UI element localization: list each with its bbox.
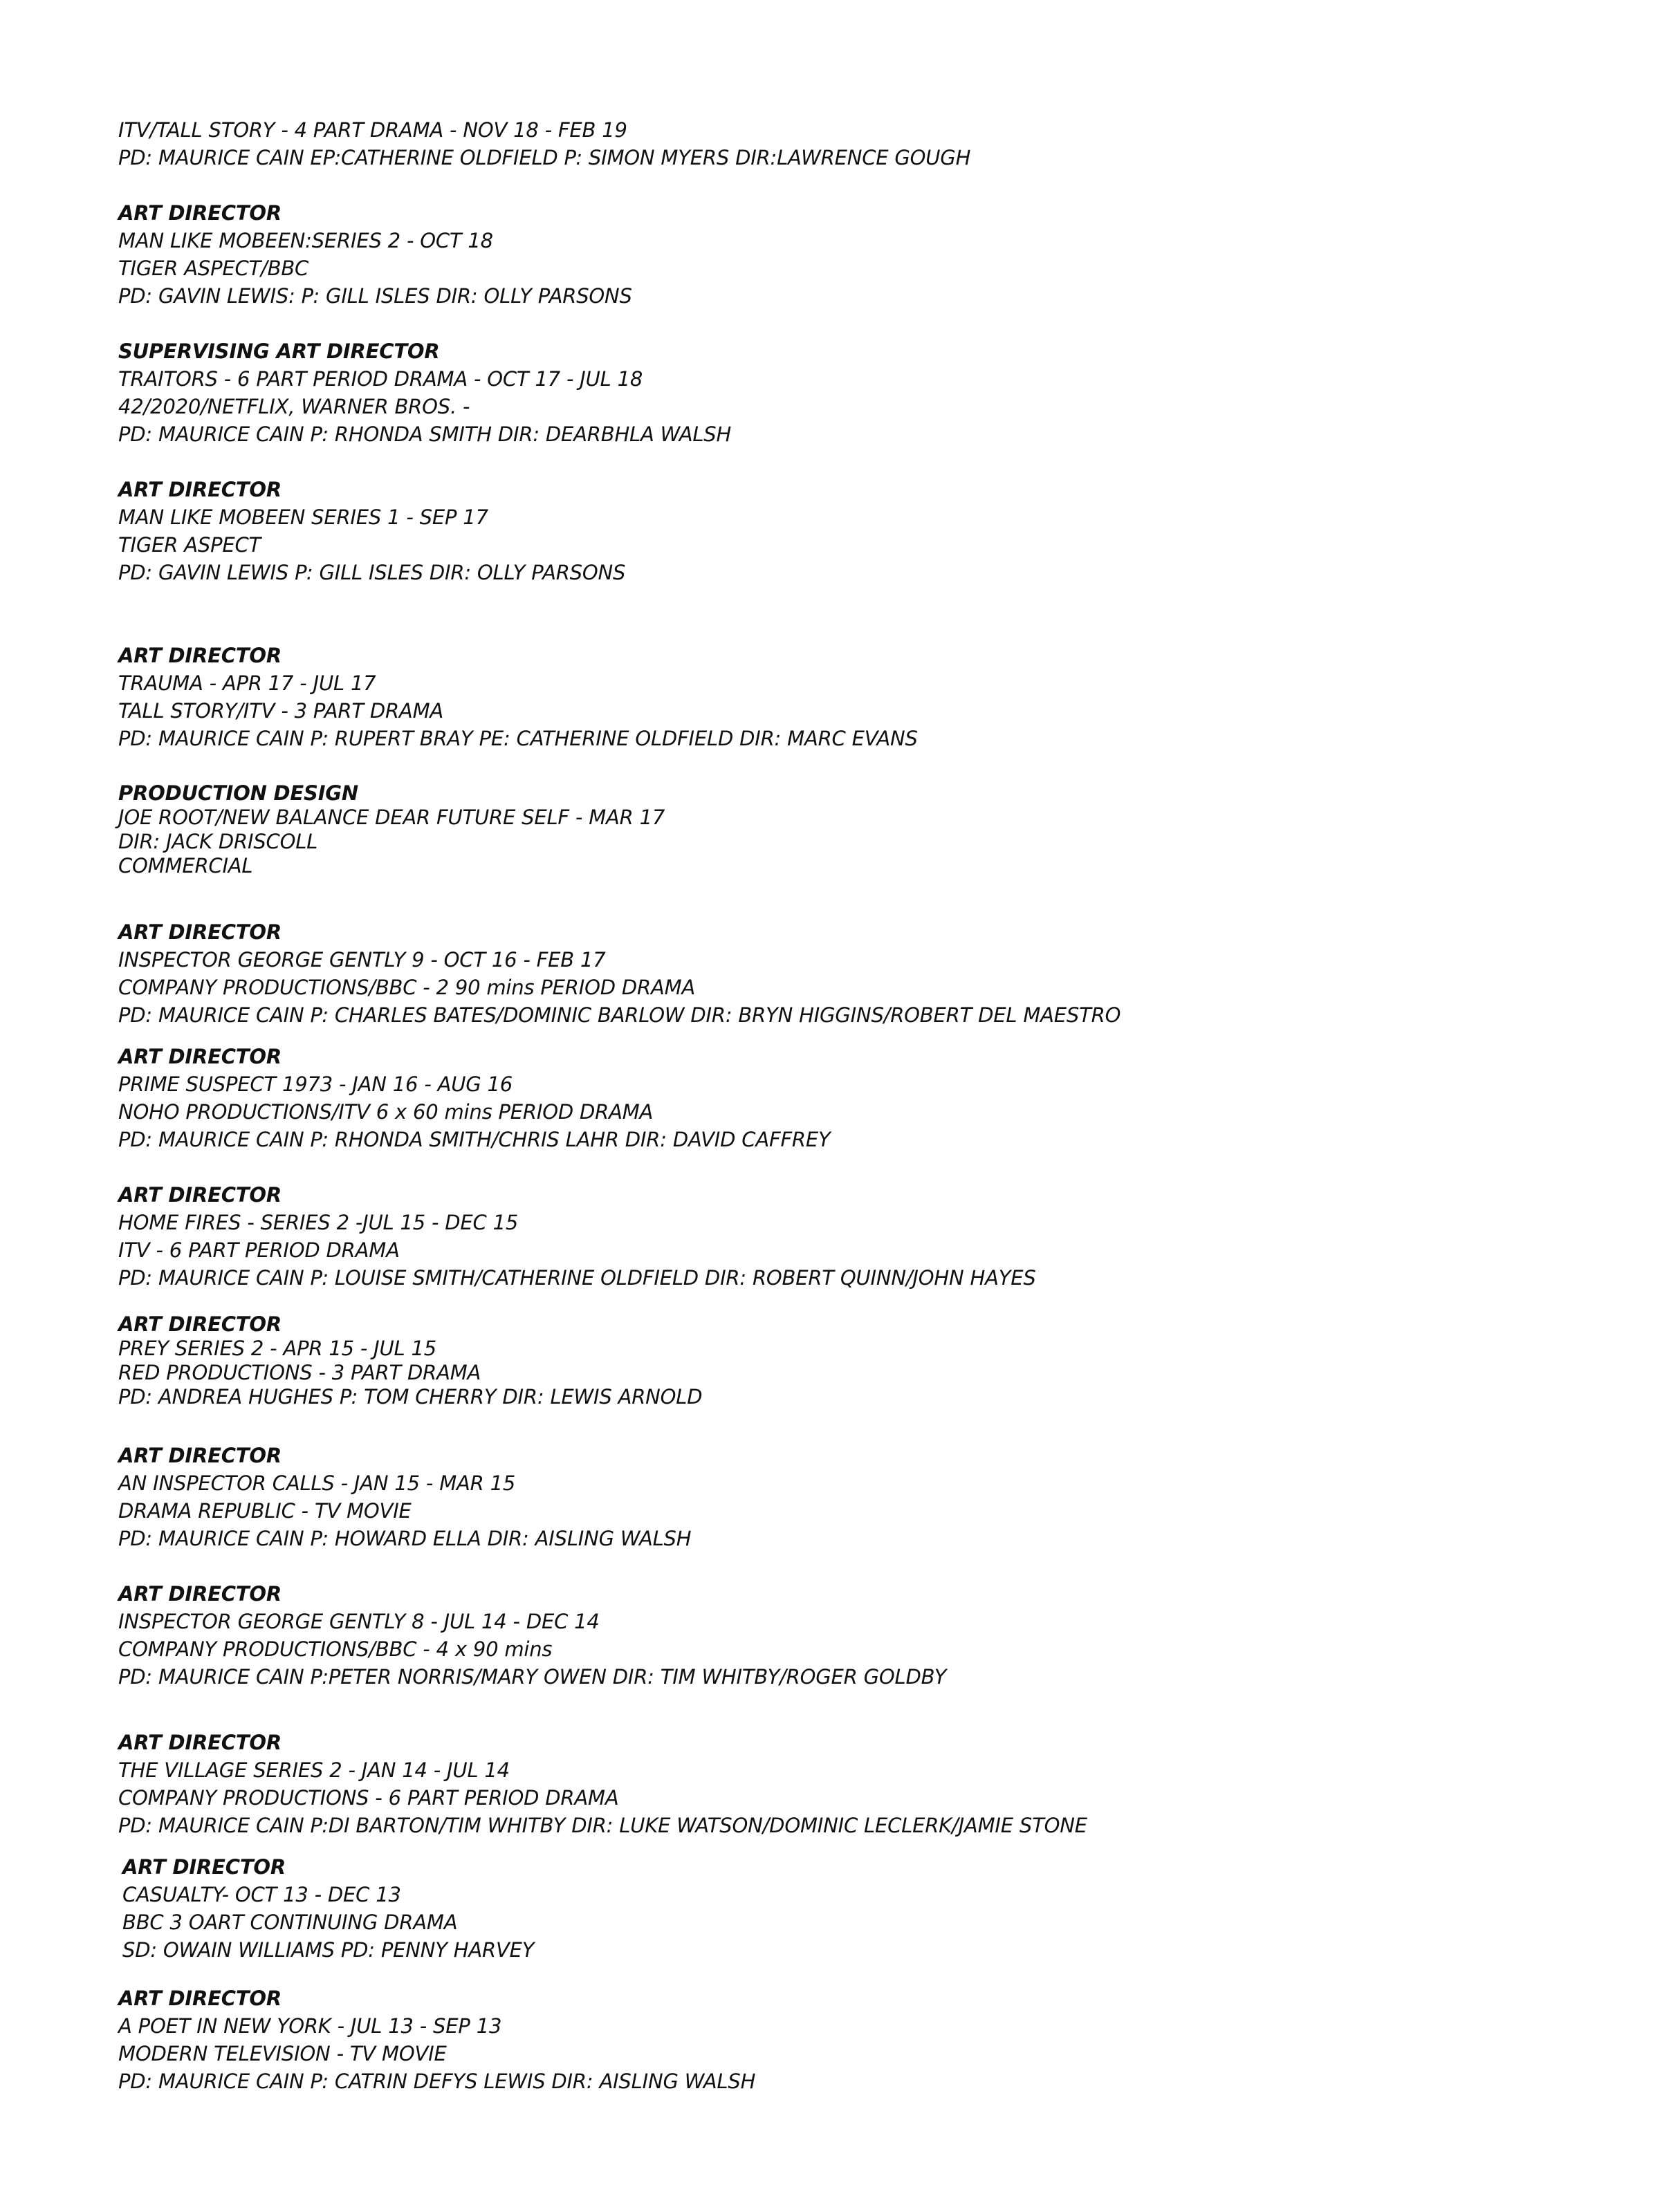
credit-line: COMPANY PRODUCTIONS/BBC - 4 x 90 mins — [118, 1637, 553, 1661]
credit-entry — [118, 1312, 702, 1409]
credit-line: COMMERCIAL — [118, 854, 253, 877]
credit-line: PD: MAURICE CAIN P: HOWARD ELLA DIR: AISLING WALSH — [118, 1527, 692, 1550]
credit-line: MAN LIKE MOBEEN SERIES 1 - SEP 17 — [118, 505, 488, 529]
credit-line: PD: GAVIN LEWIS P: GILL ISLES DIR: OLLY PARSONS — [118, 561, 626, 584]
credit-line: TIGER ASPECT/BBC — [118, 257, 309, 280]
credit-line: DIR: JACK DRISCOLL — [118, 830, 318, 853]
credit-line: A POET IN NEW YORK - JUL 13 - SEP 13 — [118, 2014, 502, 2038]
credit-role: ART DIRECTOR — [118, 1582, 282, 1606]
credit-line: RED PRODUCTIONS - 3 PART DRAMA — [118, 1361, 481, 1384]
credit-role: ART DIRECTOR — [118, 644, 282, 667]
credit-line: PD: MAURICE CAIN P: RHONDA SMITH DIR: DEARBHLA WALSH — [118, 422, 732, 446]
credit-entry — [118, 781, 665, 878]
credit-entry — [122, 1853, 534, 1964]
credit-line: JOE ROOT/NEW BALANCE DEAR FUTURE SELF - MAR 17 — [118, 806, 665, 829]
credit-line: NOHO PRODUCTIONS/ITV 6 x 60 mins PERIOD DRAMA — [118, 1100, 654, 1124]
credit-line: PD: MAURICE CAIN P:PETER NORRIS/MARY OWEN DIR: TIM WHITBY/ROGER GOLDBY — [118, 1665, 947, 1689]
credit-line: PD: ANDREA HUGHES P: TOM CHERRY DIR: LEWIS ARNOLD — [118, 1385, 703, 1409]
credit-line: THE VILLAGE SERIES 2 - JAN 14 - JUL 14 — [118, 1758, 510, 1782]
credit-role: ART DIRECTOR — [118, 1444, 282, 1467]
credit-entry — [118, 1580, 946, 1691]
credit-line: TRAITORS - 6 PART PERIOD DRAMA - OCT 17 - JUL 18 — [118, 367, 643, 391]
credit-line: ITV/TALL STORY - 4 PART DRAMA - NOV 18 - FEB 19 — [118, 118, 627, 142]
credit-line: TIGER ASPECT — [118, 533, 261, 557]
credit-role: ART DIRECTOR — [118, 478, 282, 501]
credit-entry — [118, 1985, 755, 2095]
credit-entry — [118, 642, 918, 752]
credit-role: ART DIRECTOR — [118, 920, 282, 944]
credit-role: PRODUCTION DESIGN — [118, 781, 358, 805]
credit-line: PD: MAURICE CAIN P: RHONDA SMITH/CHRIS LAHR DIR: DAVID CAFFREY — [118, 1128, 831, 1151]
credit-role: ART DIRECTOR — [118, 1045, 282, 1068]
credit-line: PD: MAURICE CAIN P: CHARLES BATES/DOMINIC BARLOW DIR: BRYN HIGGINS/ROBERT DEL MAESTRO — [118, 1003, 1121, 1027]
credit-entry — [118, 116, 970, 171]
credit-entry — [118, 476, 625, 586]
credit-line: INSPECTOR GEORGE GENTLY 9 - OCT 16 - FEB 17 — [118, 948, 606, 972]
credit-entry — [118, 1442, 691, 1552]
credit-line: TRAUMA - APR 17 - JUL 17 — [118, 671, 376, 695]
credit-entry — [118, 337, 731, 448]
credit-line: PD: MAURICE CAIN P: RUPERT BRAY PE: CATHERINE OLDFIELD DIR: MARC EVANS — [118, 727, 918, 750]
credit-line: PRIME SUSPECT 1973 - JAN 16 - AUG 16 — [118, 1072, 513, 1096]
credit-line: PD: GAVIN LEWIS: P: GILL ISLES DIR: OLLY PARSONS — [118, 284, 632, 308]
credit-line: MAN LIKE MOBEEN:SERIES 2 - OCT 18 — [118, 229, 493, 252]
credit-entry — [118, 199, 632, 310]
credit-line: PD: MAURICE CAIN P: LOUISE SMITH/CATHERINE OLDFIELD DIR: ROBERT QUINN/JOHN HAYES — [118, 1266, 1036, 1290]
credit-line: INSPECTOR GEORGE GENTLY 8 - JUL 14 - DEC 14 — [118, 1610, 600, 1633]
credit-line: COMPANY PRODUCTIONS/BBC - 2 90 mins PERIOD DRAMA — [118, 976, 696, 999]
credit-line: AN INSPECTOR CALLS - JAN 15 - MAR 15 — [118, 1471, 516, 1495]
credit-line: COMPANY PRODUCTIONS - 6 PART PERIOD DRAMA — [118, 1786, 619, 1810]
credit-line: DRAMA REPUBLIC - TV MOVIE — [118, 1499, 412, 1523]
credit-line: BBC 3 OART CONTINUING DRAMA — [122, 1911, 458, 1934]
credit-line: 42/2020/NETFLIX, WARNER BROS. - — [118, 395, 470, 418]
credit-line: ITV - 6 PART PERIOD DRAMA — [118, 1238, 400, 1262]
credit-entry — [118, 1729, 1087, 1839]
credit-line: TALL STORY/ITV - 3 PART DRAMA — [118, 699, 444, 723]
credit-role: ART DIRECTOR — [118, 1312, 282, 1336]
credit-role: ART DIRECTOR — [118, 1987, 282, 2010]
credit-line: PD: MAURICE CAIN EP:CATHERINE OLDFIELD P: SIMON MYERS DIR:LAWRENCE GOUGH — [118, 146, 971, 169]
credit-line: SD: OWAIN WILLIAMS PD: PENNY HARVEY — [122, 1938, 535, 1962]
credit-entry — [118, 1043, 831, 1153]
credit-line: PREY SERIES 2 - APR 15 - JUL 15 — [118, 1337, 436, 1360]
credit-line: HOME FIRES - SERIES 2 -JUL 15 - DEC 15 — [118, 1211, 519, 1234]
credit-role: ART DIRECTOR — [118, 1731, 282, 1754]
credit-line: CASUALTY- OCT 13 - DEC 13 — [122, 1883, 401, 1906]
credit-role: ART DIRECTOR — [122, 1855, 286, 1879]
credit-entry — [118, 918, 1120, 1029]
credit-entry — [118, 1181, 1036, 1292]
credit-role: ART DIRECTOR — [118, 1183, 282, 1207]
credit-line: MODERN TELEVISION - TV MOVIE — [118, 2042, 447, 2065]
credit-role: SUPERVISING ART DIRECTOR — [118, 340, 440, 363]
credit-role: ART DIRECTOR — [118, 201, 282, 225]
credit-line: PD: MAURICE CAIN P:DI BARTON/TIM WHITBY DIR: LUKE WATSON/DOMINIC LECLERK/JAMIE STONE — [118, 1814, 1087, 1837]
credit-line: PD: MAURICE CAIN P: CATRIN DEFYS LEWIS DIR: AISLING WALSH — [118, 2070, 756, 2093]
